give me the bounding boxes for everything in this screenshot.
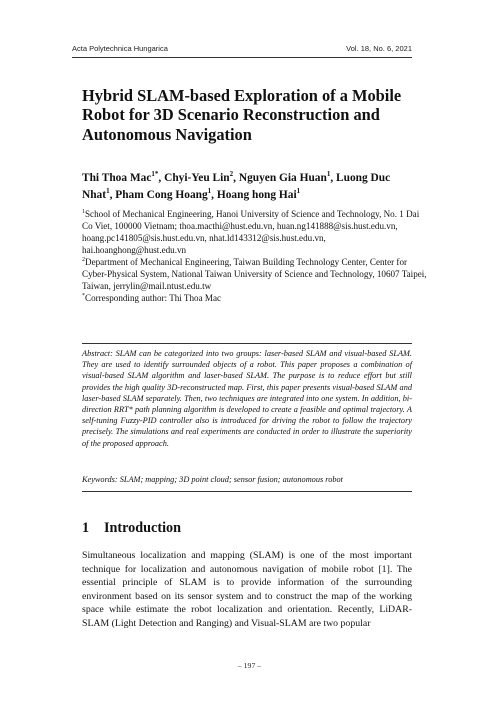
journal-name: Acta Polytechnica Hungarica — [72, 44, 168, 53]
volume-info: Vol. 18, No. 6, 2021 — [346, 44, 412, 53]
paper-title: Hybrid SLAM-based Exploration of a Mobile Robot for 3D Scenario Reconstruction and Autonomous Navigation — [82, 86, 402, 144]
author: Hoang hong Hai$^1$ — [216, 187, 301, 201]
abstract-rule-bottom — [82, 491, 412, 492]
affiliation-2: $^2$Department of Mechanical Engineering, Taiwan Building Technology Center, Center for Cyber-Physical System, National Taiwan University of Science and Technology, 10607 Taipei, Taiwan, jerrylin@mail.ntust.edu.tw — [82, 256, 427, 292]
header-rule — [72, 57, 412, 58]
author: Pham Cong Hoang$^1$, — [115, 187, 217, 201]
author: Nguyen Gia Huan$^1$, — [238, 170, 337, 184]
author: Luong Duc Nhat$^1$, — [82, 172, 391, 201]
corresponding-author: *Corresponding author: Thi Thoa Mac — [82, 292, 222, 303]
page-number: – 197 – — [237, 661, 262, 670]
section-number: 1 — [82, 520, 90, 536]
section-heading — [82, 519, 181, 537]
author: Chyi-Yeu Lin$^2$, — [164, 170, 239, 184]
author-list — [82, 170, 422, 204]
author: Thi Thoa Mac$^{1*}$, — [82, 170, 165, 184]
affiliation-1: $^1$School of Mechanical Engineering, Hanoi University of Science and Technology, No. 1 Dai Co Viet, 100000 Vietnam; thoa.macthi@hust.edu.vn, huan.ng141888@sis.hust.edu.vn, hoang.pc141805@sis.hust.edu.vn, nhat.ld143312@sis.hust.edu.vn, hai.hoanghong@hust.edu.vn — [82, 208, 420, 256]
section-title: Introduction — [104, 520, 181, 536]
running-header — [72, 44, 412, 58]
body-paragraph: Simultaneous localization and mapping (SLAM) is one of the most important technique for localization and autonomous navigation of mobile robot [1]. The essential principle of SLAM is to provide information of the surrounding environment based on its sensor system and to construct the map of the working space while estimate the robot localization and orientation. Recently, LiDAR-SLAM (Light Detection and Ranging) and Visual-SLAM are two popular — [82, 550, 412, 629]
abstract-rule-top — [82, 343, 412, 344]
abstract-text: Abstract: SLAM can be categorized into two groups: laser-based SLAM and visual-based SLAM. They are used to identify surrounded objects of a robot. This paper proposes a combination of visual-based SLAM algorithm and laser-based SLAM. The purpose is to reduce effort but still provides the high quality 3D-reconstructed map. First, this paper presents visual-based SLAM and laser-based SLAM separately. Then, two techniques are integrated into one system. In addition, bi-direction RRT* path planning algorithm is developed to create a feasible and optimal trajectory. A self-tuning Fuzzy-PID controller also is introduced for driving the robot to follow the trajectory precisely. The simulations and real experiments are conducted in order to illustrate the superiority of the proposed approach. — [82, 349, 412, 448]
keywords: Keywords: SLAM; mapping; 3D point cloud; sensor fusion; autonomous robot — [82, 475, 343, 484]
